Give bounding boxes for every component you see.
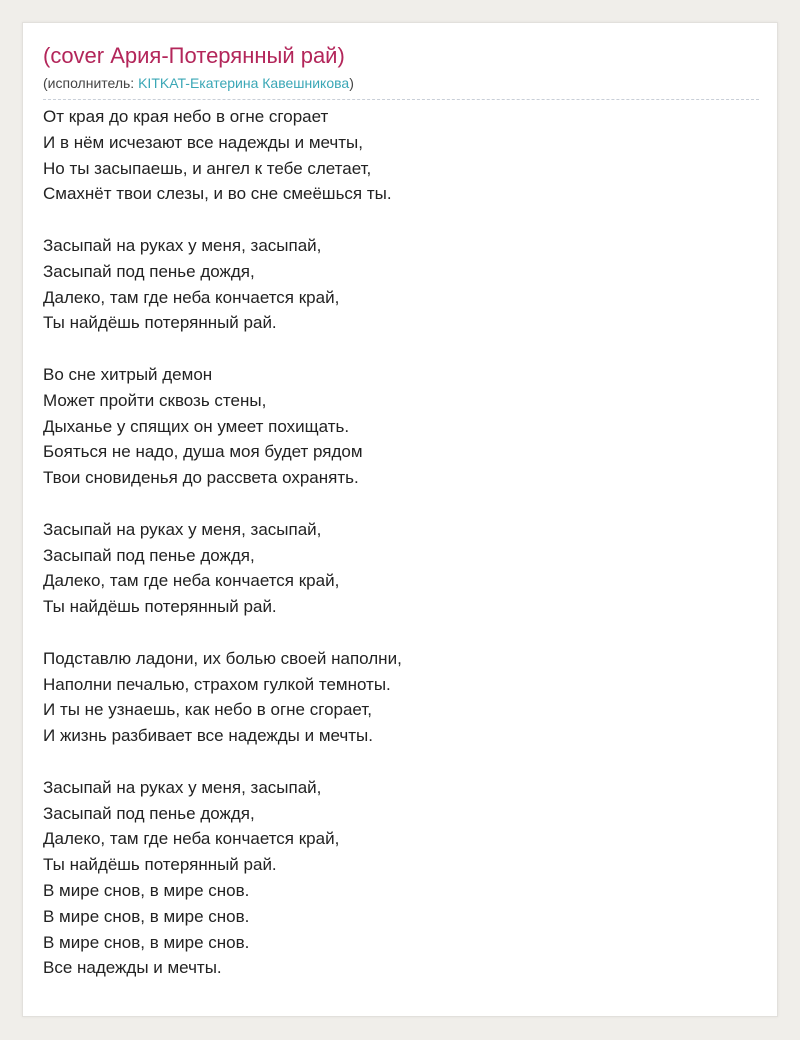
performer-link[interactable]: KITKAT-Екатерина Кавешникова [138, 75, 350, 91]
lyric-line: И ты не узнаешь, как небо в огне сгорает, [43, 700, 372, 720]
lyric-line: Наполни печалью, страхом гулкой темноты. [43, 674, 391, 694]
stanza-6 [43, 775, 759, 981]
lyric-line: Далеко, там где неба кончается край, [43, 829, 340, 849]
performer-prefix: (исполнитель: [43, 75, 139, 91]
lyric-line: И жизнь разбивает все надежды и мечты. [43, 726, 373, 746]
lyric-line: Твои сновиденья до рассвета охранять. [43, 468, 359, 488]
lyric-line: Подставлю ладони, их болью своей наполни, [43, 648, 402, 668]
lyric-line: Засыпай на руках у меня, засыпай, [43, 519, 322, 539]
stanza-3 [43, 362, 759, 491]
stanza-1 [43, 104, 759, 207]
lyrics-body [43, 104, 759, 1007]
lyric-line: Ты найдёшь потерянный рай. [43, 855, 277, 875]
lyric-line: Засыпай под пенье дождя, [43, 261, 255, 281]
lyric-line: Во сне хитрый демон [43, 364, 213, 384]
lyric-line: Дыханье у спящих он умеет похищать. [43, 416, 350, 436]
lyric-line: Засыпай под пенье дождя, [43, 545, 255, 565]
lyrics-page [22, 22, 778, 1017]
lyric-line: Засыпай на руках у меня, засыпай, [43, 235, 322, 255]
lyric-line: И в нём исчезают все надежды и мечты, [43, 132, 363, 152]
lyric-line: В мире снов, в мире снов. [43, 906, 250, 926]
lyric-line: Засыпай на руках у меня, засыпай, [43, 777, 322, 797]
stanza-2 [43, 233, 759, 336]
lyric-line: Ты найдёшь потерянный рай. [43, 597, 277, 617]
lyric-line: Но ты засыпаешь, и ангел к тебе слетает, [43, 158, 372, 178]
lyric-line: Ты найдёшь потерянный рай. [43, 313, 277, 333]
song-header [43, 43, 759, 100]
lyric-line: От края до края небо в огне сгорает [43, 107, 329, 126]
performer-line [43, 73, 759, 93]
stanza-4 [43, 517, 759, 620]
song-title: (cover Ария-Потерянный рай) [43, 43, 345, 68]
lyric-line: Все надежды и мечты. [43, 958, 222, 978]
performer-suffix: ) [349, 75, 354, 91]
lyric-line: В мире снов, в мире снов. [43, 932, 250, 952]
lyric-line: Может пройти сквозь стены, [43, 390, 267, 410]
lyric-line: Засыпай под пенье дождя, [43, 803, 255, 823]
lyric-line: Далеко, там где неба кончается край, [43, 287, 340, 307]
stanza-5 [43, 646, 759, 749]
lyric-line: Бояться не надо, душа моя будет рядом [43, 442, 363, 462]
lyric-line: В мире снов, в мире снов. [43, 880, 250, 900]
lyric-line: Далеко, там где неба кончается край, [43, 571, 340, 591]
lyric-line: Смахнёт твои слезы, и во сне смеёшься ты. [43, 184, 392, 204]
